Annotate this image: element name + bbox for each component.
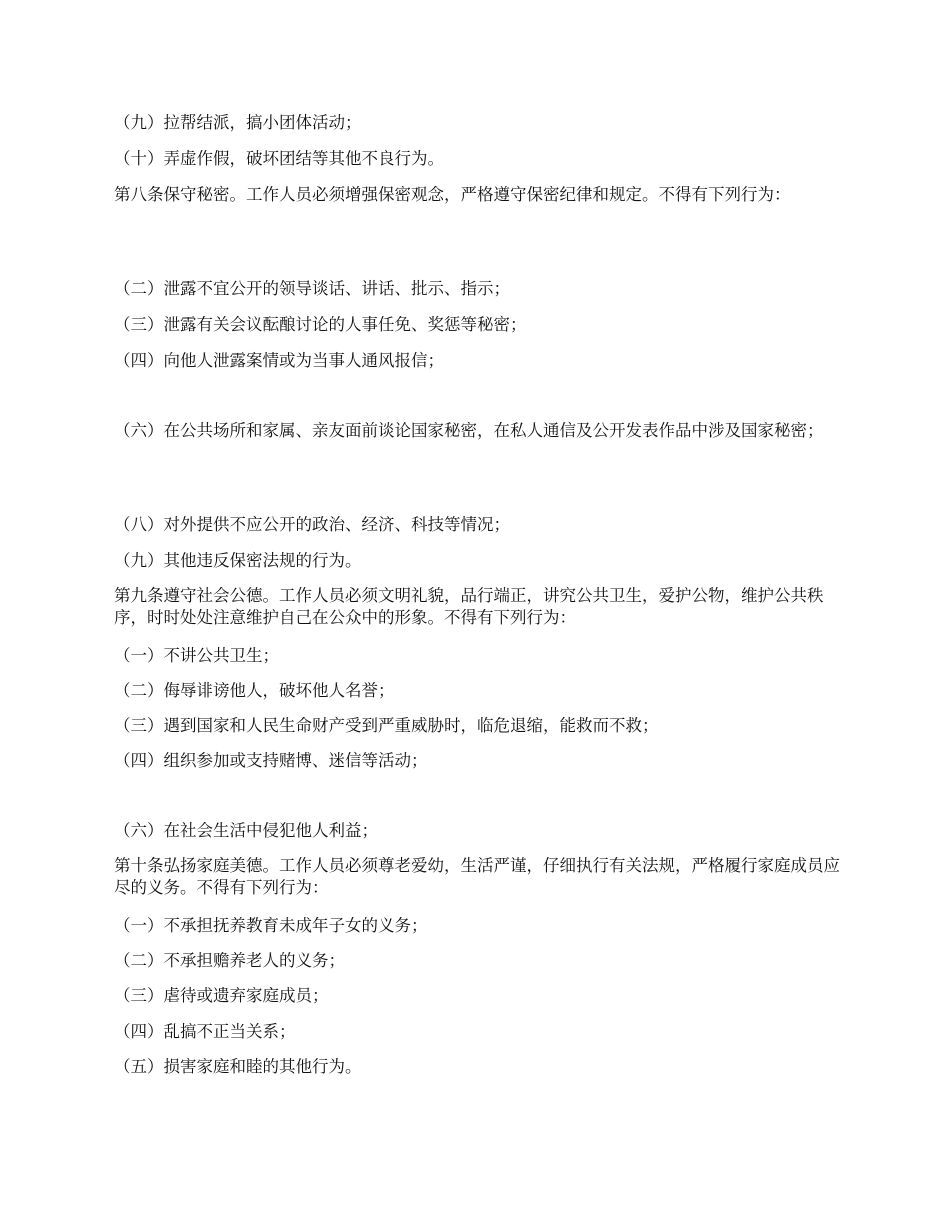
list-item: （十）弄虚作假，破坏团结等其他不良行为。 — [114, 149, 444, 168]
list-item: （八）对外提供不应公开的政治、经济、科技等情况； — [114, 515, 510, 534]
list-item: （三）泄露有关会议酝酿讨论的人事任免、奖惩等秘密； — [114, 315, 527, 334]
list-item: （六）在公共场所和家属、亲友面前谈论国家秘密，在私人通信及公开发表作品中涉及国家秘密； — [114, 421, 824, 440]
list-item: （三）虐待或遗弃家庭成员； — [114, 986, 329, 1005]
list-item: （二）泄露不宜公开的领导谈话、讲话、批示、指示； — [114, 279, 510, 298]
list-item: （四）向他人泄露案情或为当事人通风报信； — [114, 351, 444, 370]
list-item: （一）不讲公共卫生； — [114, 646, 279, 665]
list-item: （九）拉帮结派，搞小团体活动； — [114, 113, 362, 132]
list-item: （二）不承担赡养老人的义务； — [114, 951, 345, 970]
list-item: （九）其他违反保密法规的行为。 — [114, 551, 362, 570]
list-item: （三）遇到国家和人民生命财产受到严重威胁时，临危退缩，能救而不救； — [114, 716, 659, 735]
list-item: （一）不承担抚养教育未成年子女的义务； — [114, 916, 428, 935]
list-item: （六）在社会生活中侵犯他人利益； — [114, 821, 378, 840]
article-paragraph: 第八条保守秘密。工作人员必须增强保密观念，严格遵守保密纪律和规定。不得有下列行为： — [114, 185, 791, 204]
article-paragraph: 第十条弘扬家庭美德。工作人员必须尊老爱幼，生活严谨，仔细执行有关法规，严格履行家庭成员应尽的义务。不得有下列行为： — [114, 856, 840, 897]
list-item: （四）乱搞不正当关系； — [114, 1022, 296, 1041]
list-item: （五）损害家庭和睦的其他行为。 — [114, 1057, 362, 1076]
list-item: （二）侮辱诽谤他人，破坏他人名誉； — [114, 681, 395, 700]
article-paragraph: 第九条遵守社会公德。工作人员必须文明礼貌，品行端正，讲究公共卫生，爱护公物，维护公共秩序，时时处处注意维护自己在公众中的形象。不得有下列行为： — [114, 586, 824, 627]
list-item: （四）组织参加或支持赌博、迷信等活动； — [114, 751, 428, 770]
